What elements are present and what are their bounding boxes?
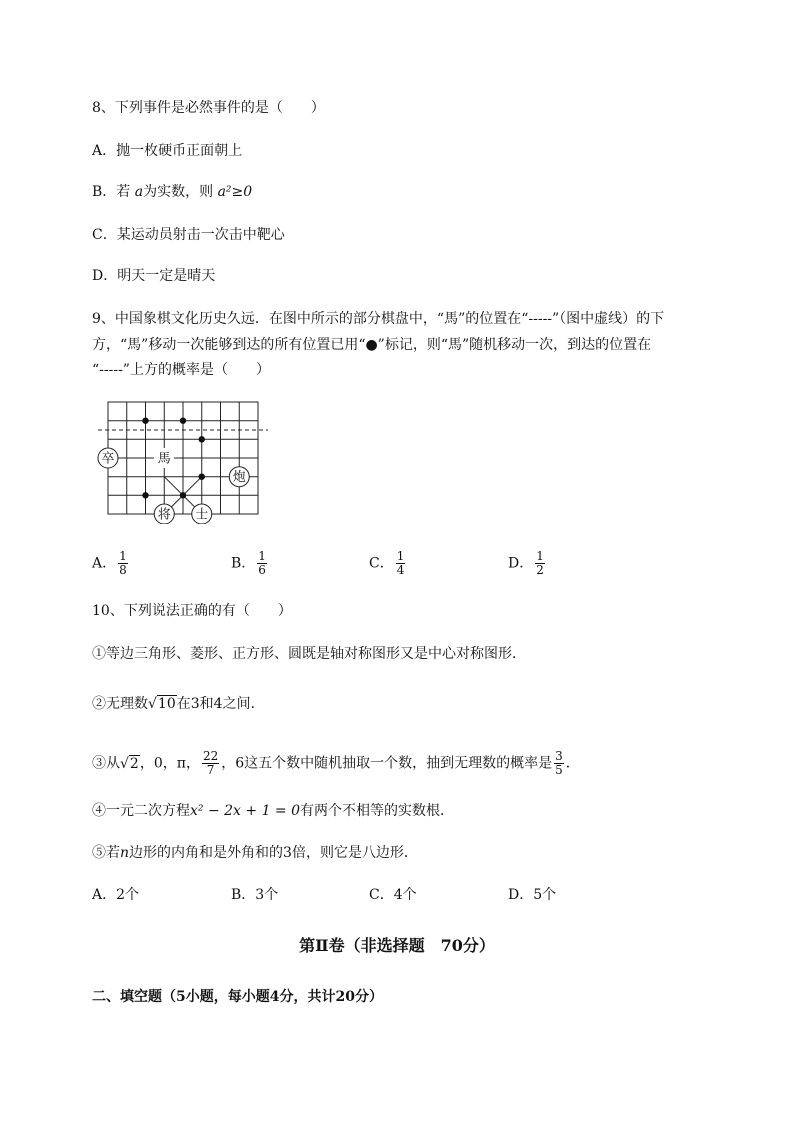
q9-option-c: C． $\frac{1}{4}$ [369,549,405,577]
q8-option-d: D．明天一定是晴天 [92,268,216,284]
q8-option-c: C．某运动员射击一次击中靶心 [92,227,285,243]
reachable-dot [142,418,148,424]
q10-stem: 10、下列说法正确的有（ ） [92,603,292,619]
q9-stem-line3: “-----”上方的概率是（ ） [92,362,270,378]
q10-statement-3: ③从√2，0，π， $\frac{22}{7}$ ，6这五个数中随机抽取一个数，抽到无理数的概率是 $\frac{3}{5}$ ． [92,749,580,777]
q9-option-b: B． $\frac{1}{6}$ [231,549,266,577]
q9-stem-line2: 方，“馬”移动一次能够到达的所有位置已用“●”标记，则“馬”随机移动一次，到达的位置在 [92,337,652,353]
piece-advisor: 士 [195,507,209,523]
reachable-dot [199,474,205,480]
chess-board-figure [96,398,276,524]
reachable-dot [142,492,148,498]
q9-option-a: A． $\frac{1}{8}$ [92,549,127,577]
q8-option-b: B．若 a为实数，则 a²≥0 [92,184,253,200]
reachable-dot [199,436,205,442]
piece-general: 将 [157,507,171,523]
q9-option-d: D． $\frac{1}{2}$ [508,549,544,577]
reachable-dot [180,418,186,424]
q10-option-a: A．2个 [92,887,140,903]
q9-stem-line1: 9、中国象棋文化历史久远．在图中所示的部分棋盘中，“馬”的位置在“-----”（图中虚线）的下 [92,311,665,327]
q10-statement-2: ②无理数√10在3和4之间． [92,696,265,712]
q10-statement-4: ④一元二次方程x² − 2x + 1 = 0有两个不相等的实数根． [92,803,455,819]
q10-statement-1: ①等边三角形、菱形、正方形、圆既是轴对称图形又是中心对称图形． [92,646,526,662]
q8-option-a: A．抛一枚硬币正面朝上 [92,143,243,159]
reachable-dot [180,492,186,498]
q10-option-b: B．3个 [231,887,279,903]
piece-cannon: 炮 [232,470,246,486]
piece-horse: 馬 [157,451,171,467]
q10-option-c: C．4个 [369,887,417,903]
q8-stem: 8、下列事件是必然事件的是（ ） [92,100,325,116]
section-part-heading: 二、填空题（5小题，每小题4分，共计20分） [92,989,383,1005]
section-title: 第Ⅱ卷（非选择题 70分） [299,936,495,955]
q10-statement-5: ⑤若n边形的内角和是外角和的3倍，则它是八边形． [92,845,418,861]
piece-soldier: 卒 [101,451,115,467]
q10-option-d: D．5个 [508,887,557,903]
